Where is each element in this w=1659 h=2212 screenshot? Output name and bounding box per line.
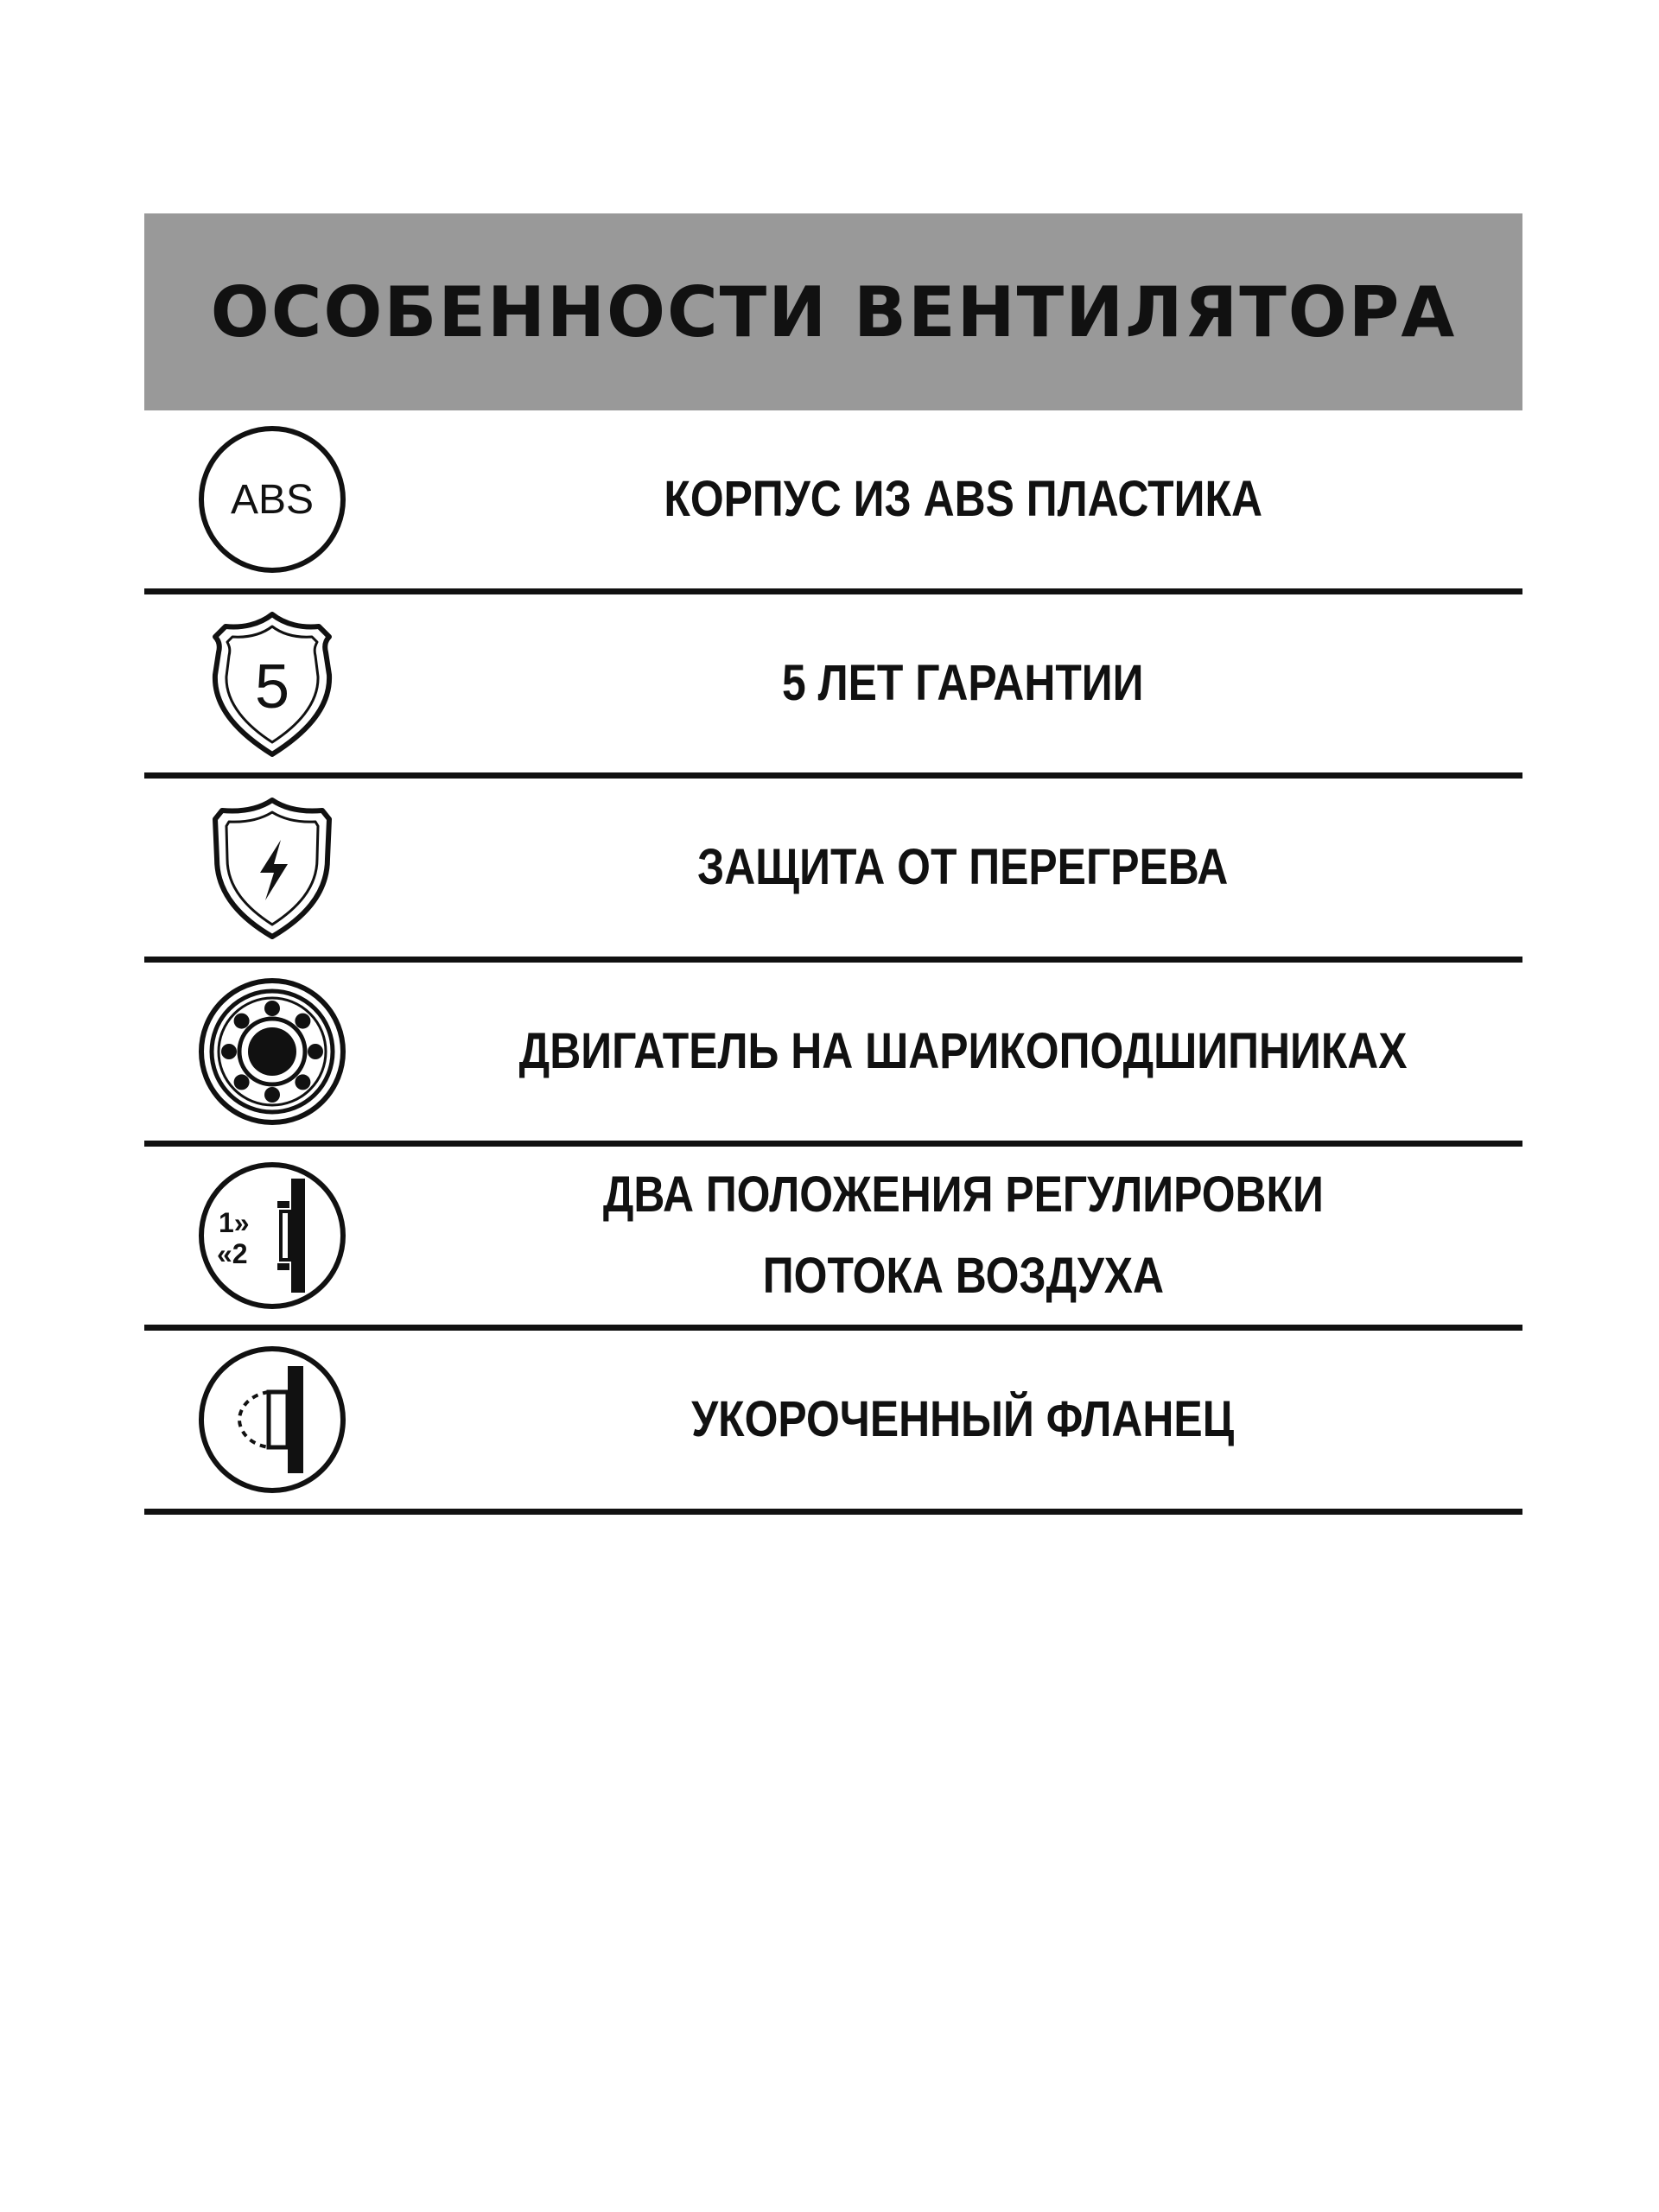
feature-row-bearings xyxy=(144,963,1522,1147)
feature-label: ДВИГАТЕЛЬ НА ШАРИКОПОДШИПНИКАХ xyxy=(518,1023,1408,1079)
feature-row-abs xyxy=(144,410,1522,594)
short-flange-icon xyxy=(194,1342,350,1497)
feature-row-flange xyxy=(144,1331,1522,1515)
features-panel xyxy=(144,213,1522,1515)
feature-label: ЗАЩИТА ОТ ПЕРЕГРЕВА xyxy=(697,839,1229,895)
warranty-icon-number: 5 xyxy=(254,652,290,721)
feature-label-line-1: ДВА ПОЛОЖЕНИЯ РЕГУЛИРОВКИ xyxy=(602,1166,1324,1223)
abs-plastic-icon xyxy=(194,422,350,577)
airflow-positions-icon xyxy=(194,1158,350,1313)
header-bar xyxy=(144,213,1522,410)
feature-label: 5 ЛЕТ ГАРАНТИИ xyxy=(782,655,1144,711)
feature-row-warranty xyxy=(144,594,1522,779)
feature-row-airflow xyxy=(144,1147,1522,1331)
feature-label: КОРПУС ИЗ ABS ПЛАСТИКА xyxy=(664,471,1262,527)
feature-text xyxy=(404,963,1522,1141)
page-title: ОСОБЕННОСТИ ВЕНТИЛЯТОРА xyxy=(210,271,1457,353)
ball-bearing-icon xyxy=(194,974,350,1129)
feature-row-overheat xyxy=(144,779,1522,963)
feature-text xyxy=(404,410,1522,588)
airflow-position-1-label: 1» xyxy=(219,1207,250,1238)
shield-lightning-icon xyxy=(194,790,350,945)
feature-text xyxy=(404,1147,1522,1325)
feature-text xyxy=(404,594,1522,772)
feature-text xyxy=(404,779,1522,957)
airflow-position-2-label: «2 xyxy=(217,1238,248,1269)
feature-text xyxy=(404,1331,1522,1509)
abs-icon-label: ABS xyxy=(230,477,315,523)
feature-label-line-2: ПОТОКА ВОЗДУХА xyxy=(762,1248,1164,1304)
shield-5-icon xyxy=(194,606,350,761)
feature-label: УКОРОЧЕННЫЙ ФЛАНЕЦ xyxy=(691,1391,1235,1447)
